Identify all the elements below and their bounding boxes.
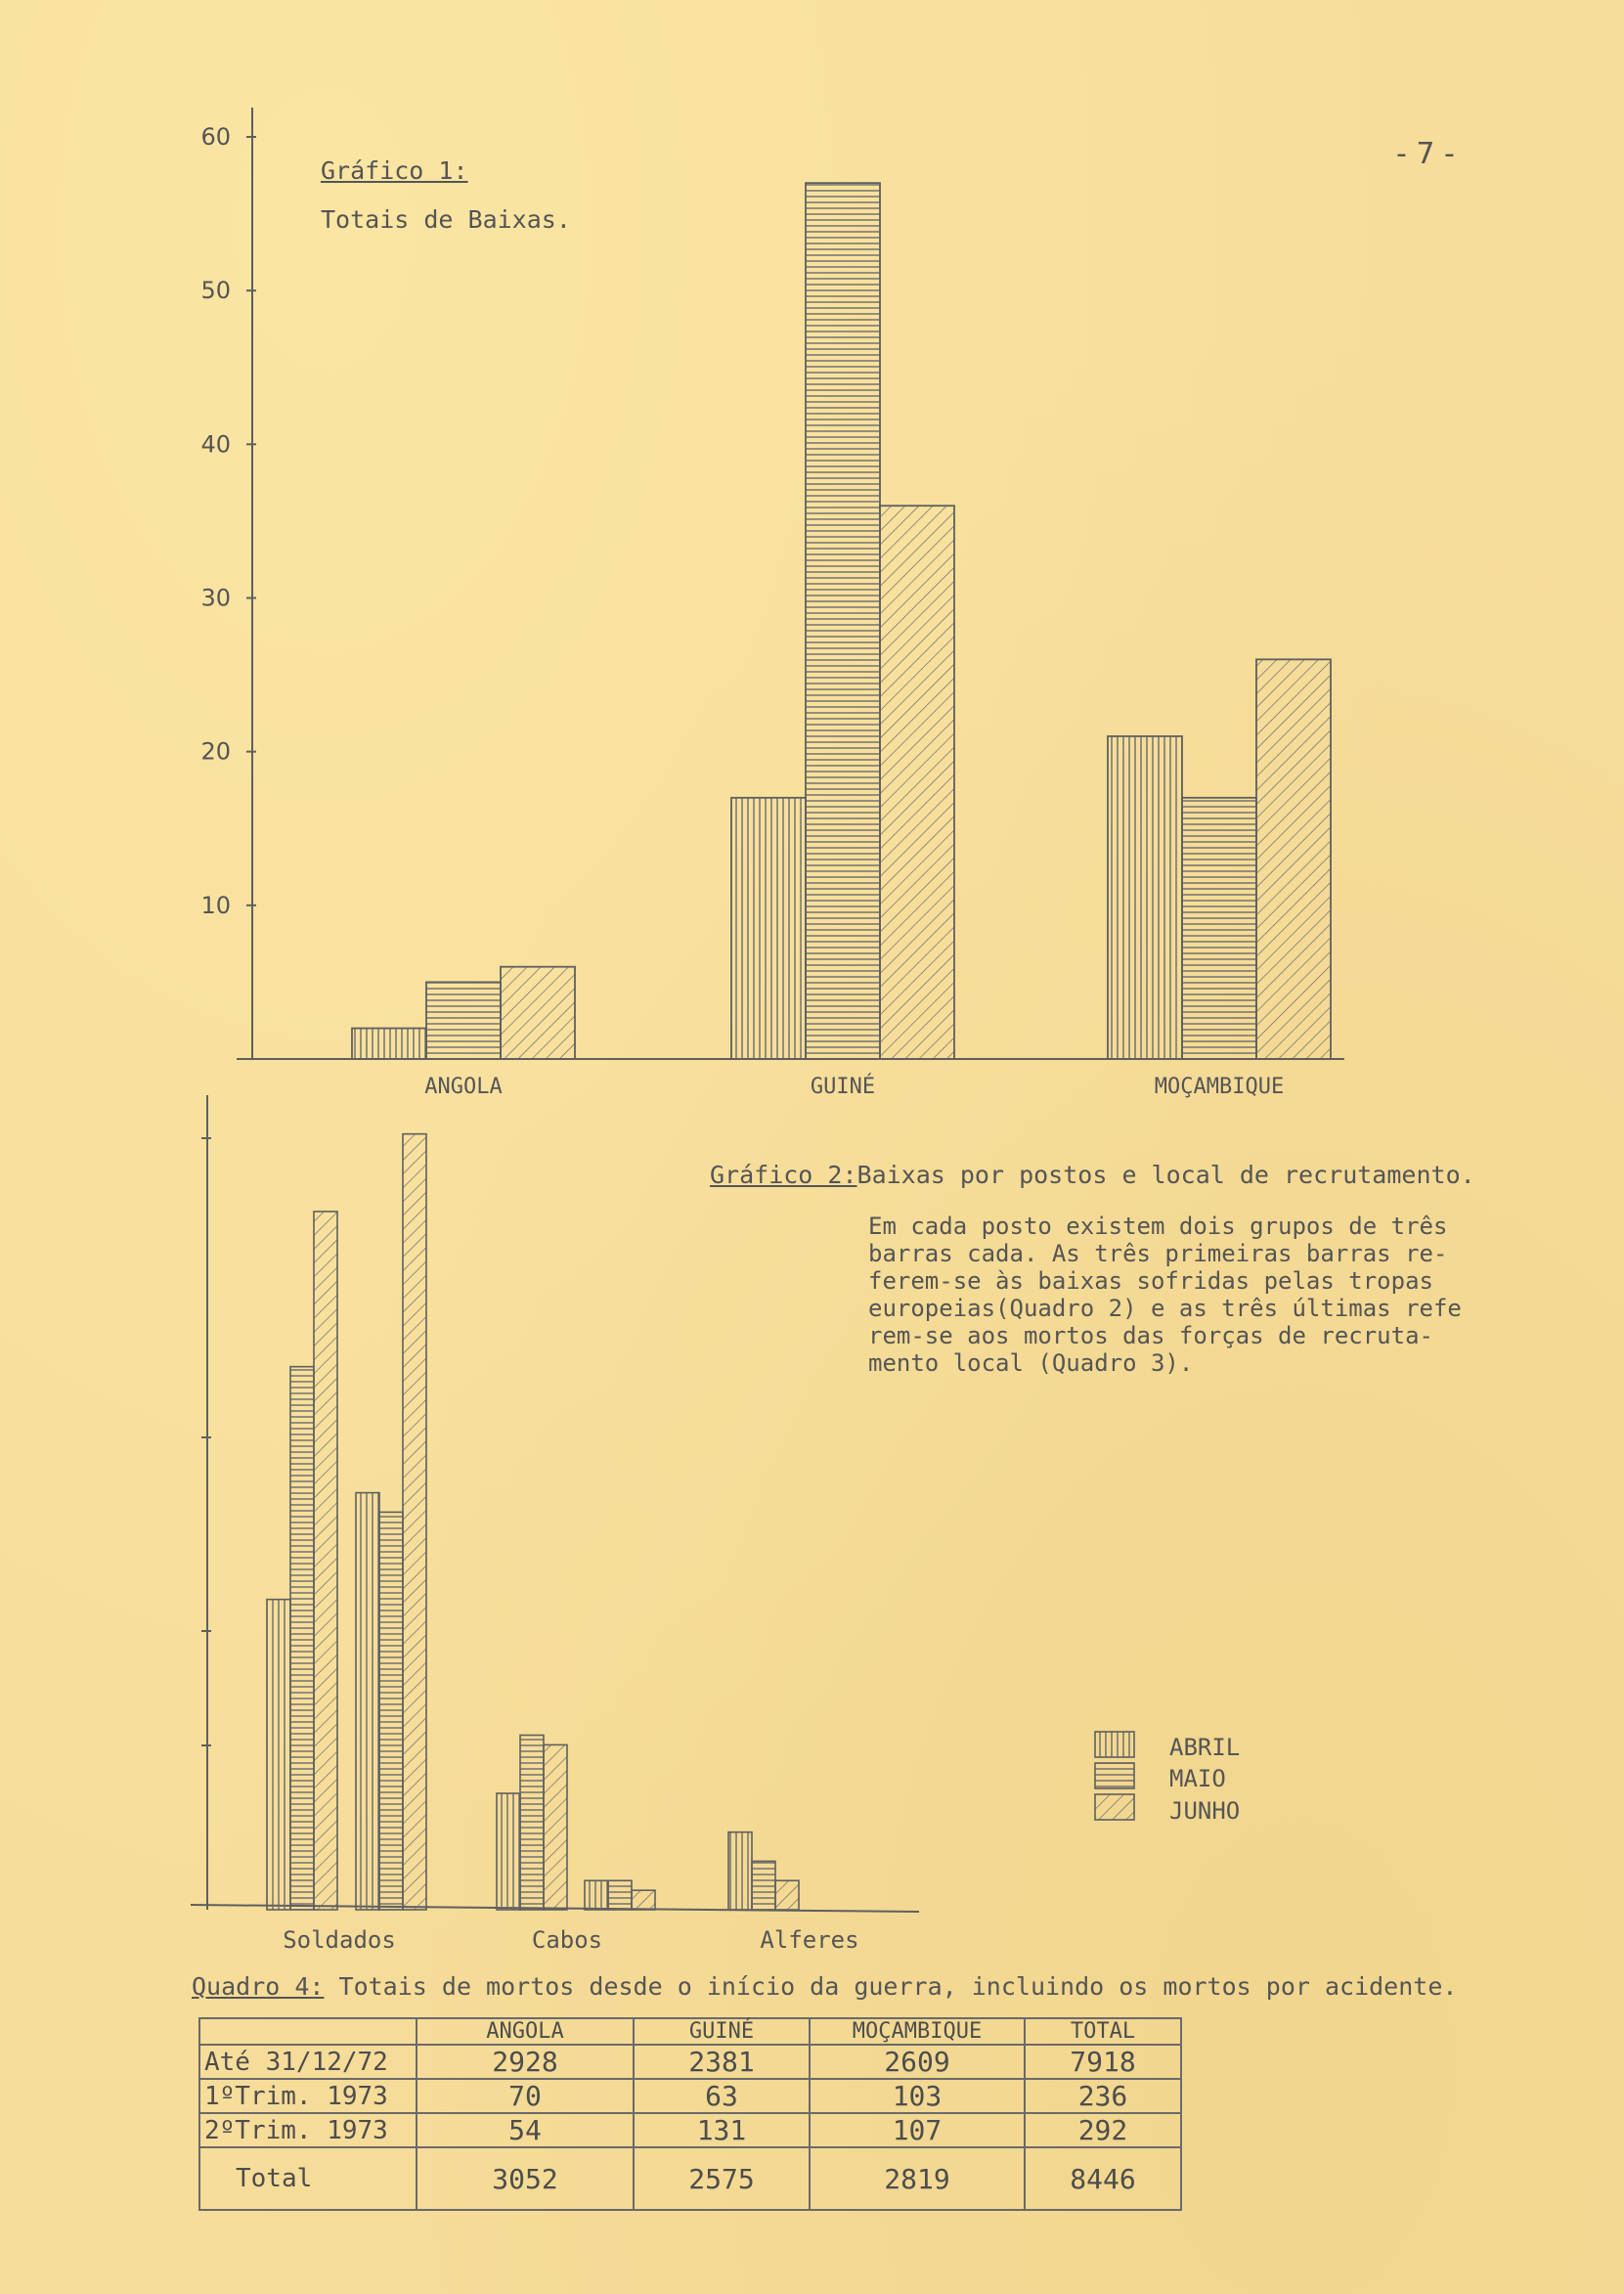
chart2-bar [497, 1793, 520, 1910]
chart2-note-line: ferem-se às baixas sofridas pelas tropas [868, 1267, 1433, 1295]
chart2-bar [752, 1861, 775, 1910]
chart2-subtitle: Baixas por postos e local de recrutamento. [856, 1161, 1475, 1189]
chart1-bar [731, 798, 806, 1059]
table-cell: 107 [810, 2113, 1025, 2147]
table-cell: 3052 [417, 2147, 634, 2210]
table-cell: 2609 [810, 2045, 1025, 2079]
chart2-bar [520, 1736, 544, 1911]
chart2-bar [544, 1744, 567, 1910]
chart1-y-tick-label: 10 [200, 891, 231, 919]
table-cell: 2ºTrim. 1973 [199, 2113, 417, 2147]
table-cell: Total [199, 2147, 417, 2210]
chart1-y-tick-label: 30 [200, 584, 231, 612]
chart2-note-line: Em cada posto existem dois grupos de três [868, 1213, 1448, 1240]
table-cell: 63 [634, 2079, 810, 2113]
chart2-bar [379, 1512, 403, 1910]
chart2-bar [314, 1212, 337, 1910]
chart1-y-tick-label: 20 [200, 737, 231, 766]
table-cell: 2381 [634, 2045, 810, 2079]
chart2-category-label: Cabos [531, 1926, 603, 1954]
chart2-bar [267, 1600, 290, 1910]
table-header-cell: MOÇAMBIQUE [810, 2018, 1025, 2045]
legend-label-maio: MAIO [1169, 1765, 1226, 1792]
chart2-note-line: mento local (Quadro 3). [868, 1349, 1194, 1377]
chart2-bar [632, 1890, 655, 1910]
table-header-cell: ANGOLA [417, 2018, 634, 2045]
chart1-bar [352, 1029, 426, 1059]
quadro4-title: Quadro 4: [192, 1972, 325, 2001]
chart1-bar [1108, 736, 1182, 1059]
legend-swatch [1095, 1763, 1134, 1788]
chart1-bar [806, 183, 880, 1059]
chart2-title: Gráfico 2: [710, 1161, 857, 1189]
table-cell: 292 [1025, 2113, 1181, 2147]
table-cell: 7918 [1025, 2045, 1181, 2079]
table-cell: 8446 [1025, 2147, 1181, 2210]
chart2-bar [356, 1493, 379, 1910]
chart1-y-tick-label: 50 [200, 277, 231, 305]
chart2-bar [290, 1367, 314, 1910]
chart1-category-label: ANGOLA [424, 1075, 503, 1099]
table-cell: 131 [634, 2113, 810, 2147]
chart1-bar [501, 967, 575, 1059]
chart1-bar [1182, 798, 1256, 1059]
table-cell: 70 [417, 2079, 634, 2113]
chart2-bar [775, 1880, 799, 1910]
chart2-bar [608, 1880, 632, 1910]
chart2-note-line: europeias(Quadro 2) e as três últimas refe [868, 1295, 1462, 1322]
table-header-cell: TOTAL [1025, 2018, 1181, 2045]
chart2-bar [585, 1880, 608, 1910]
chart1-category-label: MOÇAMBIQUE [1154, 1075, 1285, 1099]
chart1-bar [880, 506, 954, 1059]
legend-swatch [1095, 1794, 1134, 1820]
quadro4-caption: Totais de mortos desde o início da guerra, incluindo os mortos por acidente. [338, 1972, 1458, 2001]
chart2-note-line: barras cada. As três primeiras barras re- [868, 1240, 1448, 1267]
chart2-bar [728, 1832, 752, 1910]
chart2-note-line: rem-se aos mortos das forças de recruta- [868, 1322, 1433, 1349]
chart2-category-label: Alferes [760, 1926, 859, 1954]
chart1-subtitle: Totais de Baixas. [321, 205, 571, 234]
table-cell: 2928 [417, 2045, 634, 2079]
chart1-y-tick-label: 60 [200, 123, 231, 151]
chart1-bar [1256, 659, 1331, 1059]
table-cell: 1ºTrim. 1973 [199, 2079, 417, 2113]
table-cell: 54 [417, 2113, 634, 2147]
legend-swatch [1095, 1732, 1134, 1757]
page-number: - 7 - [1396, 137, 1455, 171]
table-cell: 236 [1025, 2079, 1181, 2113]
legend-label-abril: ABRIL [1169, 1734, 1241, 1761]
chart2-category-label: Soldados [283, 1926, 396, 1954]
legend-label-junho: JUNHO [1169, 1797, 1241, 1825]
table-cell: 103 [810, 2079, 1025, 2113]
chart1-category-label: GUINÉ [810, 1075, 876, 1099]
chart1-bar [426, 982, 501, 1059]
table-cell: 2819 [810, 2147, 1025, 2210]
chart1-y-tick-label: 40 [200, 430, 231, 459]
table-header-cell: GUINÉ [634, 2018, 810, 2045]
chart1-title: Gráfico 1: [321, 156, 468, 185]
table-cell: Até 31/12/72 [199, 2045, 417, 2079]
table-cell: 2575 [634, 2147, 810, 2210]
chart2-bar [403, 1134, 426, 1910]
